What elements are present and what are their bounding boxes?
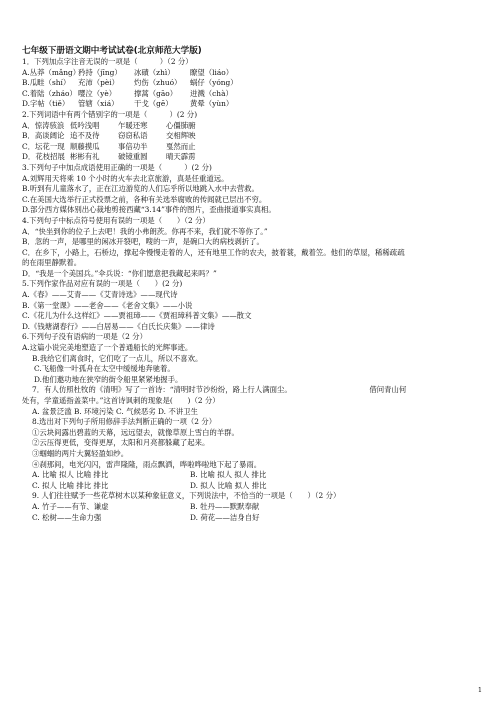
cell: 追不及待 bbox=[70, 131, 100, 141]
question-3-option-b: B.听到有儿童落水了，正在江边游览的人们忘乎所以地跳入水中去营救。 bbox=[22, 184, 259, 194]
question-2-stem: 2.下列词语中有两个错别字的一项是（ ）(2 分) bbox=[22, 109, 198, 119]
option: C. 拟人 比喻 排比 排比 bbox=[32, 480, 109, 490]
cell: 管辖（xiá） bbox=[78, 99, 119, 109]
question-3-option-d: D.部分西方媒体别出心裁地剪接西藏“3.14”事件的图片，歪曲报道事实真相。 bbox=[22, 205, 276, 215]
question-9-options-cd bbox=[22, 513, 482, 524]
cell: 窃窃私语 bbox=[118, 131, 148, 141]
option: D. 拟人 比喻 拟人 排比 bbox=[190, 480, 267, 490]
cell: 冰磧（zhì） bbox=[134, 67, 175, 77]
question-8-sentence-1: ①云块间露出碧蓝的天幕，远远望去，就像草原上雪白的羊群。 bbox=[32, 427, 239, 437]
question-6-option-a: A.这篇小说完美地塑造了一个普通船长的光辉事迹。 bbox=[22, 343, 193, 353]
cell: 矜持（jīng） bbox=[78, 67, 122, 77]
cell: 黄晕（yùn） bbox=[190, 99, 234, 109]
cell: 交相辉映 bbox=[166, 131, 196, 141]
question-1-option-d bbox=[22, 99, 482, 110]
cell: B．高谈阔论 bbox=[22, 131, 65, 141]
cell: 迸溅（chà） bbox=[190, 88, 233, 98]
option: C. 松树——生命力强 bbox=[32, 512, 102, 522]
question-6-option-c: C.飞船像一叶孤舟在太空中缓缓地奔驰着。 bbox=[34, 364, 175, 374]
cell: A．惊涛骇浪 bbox=[22, 120, 65, 130]
question-9-stem: 9. 人们往往赋予一些花草树木以某种象征意义，下列说法中，不恰当的一项是（ ）（2 分） bbox=[32, 491, 341, 501]
cell: 蜗仔（yóng） bbox=[190, 78, 238, 88]
question-6-option-d: D.他们邀功地在狭窄的街令船里紧紧地握手。 bbox=[34, 374, 183, 384]
question-5-option-b: B.《第一堂课》——老舍——《老舍文集》——小说 bbox=[22, 300, 193, 310]
cell: 干戈（gē） bbox=[134, 99, 173, 109]
question-5-option-d: D.《钱塘湖春行》——白居易——《白氏长庆集》——律诗 bbox=[22, 321, 215, 331]
cell: 嘤泣（yè） bbox=[78, 88, 117, 98]
question-4-stem: 4.下列句子中标点符号使用有误的一项是（ ）（2 分） bbox=[22, 215, 210, 225]
cell: 彬彬有礼 bbox=[70, 152, 100, 162]
question-4-option-b: B．忽的一声，是哪里的闲冰开裂吧，嗖的一声，是碗口大的病枝剥折了。 bbox=[22, 237, 264, 247]
cell: 顺藤摸瓜 bbox=[70, 141, 100, 151]
option: A. 比喻 拟人 比喻 排比 bbox=[32, 470, 109, 480]
question-3-stem: 3.下列句子中加点成语使用正确的一项是（ ）(2 分) bbox=[22, 162, 212, 172]
question-6-option-b: B.我给它们离食时，它们吃了一点儿，所以不喜欢。 bbox=[32, 353, 203, 363]
cell: A.丛莽（mǎng） bbox=[22, 67, 81, 77]
cell: 晴天霹雳 bbox=[166, 152, 196, 162]
question-1-option-a bbox=[22, 68, 482, 79]
exam-body bbox=[22, 57, 482, 523]
cell: 破镜重圆 bbox=[118, 152, 148, 162]
question-8-sentence-4: ④刹那间，电光闪闪，雷声隆隆，雨点飘洒，哗啦哗啦地下起了暴雨。 bbox=[32, 459, 262, 469]
option: D. 荷花——洁身自好 bbox=[190, 512, 260, 522]
cell: 事倍功半 bbox=[118, 141, 148, 151]
exam-title: 七年级下册语文期中考试试卷(北京师范大学版) bbox=[22, 46, 202, 56]
question-8-options-ab bbox=[22, 470, 482, 481]
cell: B.瓜畦（shí） bbox=[22, 78, 71, 88]
question-2-option-d bbox=[22, 152, 482, 163]
question-5-option-a: A.《春》——艾青——《艾青诗选》——现代诗 bbox=[22, 290, 178, 300]
question-7-stem: 7．有人仿照杜牧的《清明》写了一首诗：“清明时节沙纷纷，路上行人满面尘。 借问青山何 bbox=[32, 385, 407, 395]
question-8-options-cd bbox=[22, 481, 482, 492]
cell: 充沛（pèi） bbox=[78, 78, 120, 88]
cell: 戛然而止 bbox=[166, 141, 196, 151]
question-8-stem: 8.选出对下列句子所用修辞手法判断正确的一项（2 分） bbox=[32, 417, 217, 427]
cell: D．花枝招展 bbox=[22, 152, 65, 162]
cell: 心僵肺腑 bbox=[166, 120, 196, 130]
cell: 瞭望（liáo） bbox=[190, 67, 234, 77]
cell: D.字帖（tiě） bbox=[22, 99, 70, 109]
question-1-stem: 1．下列加点字注音无误的一项是（ ）（2 分） bbox=[22, 57, 193, 66]
option: B. 牡丹——默默奉献 bbox=[190, 501, 260, 511]
cell: C．坛花一现 bbox=[22, 141, 65, 151]
cell: 撑蒿（gāo） bbox=[134, 88, 178, 98]
question-7-stem-cont: 处有，学童遥指盖菜中。”这首诗讽刺的现象是( )（2 分） bbox=[22, 396, 220, 405]
option: A. 竹子——有节、谦虚 bbox=[32, 501, 109, 511]
question-8-sentence-2: ②云压得更低，变得更厚，太阳和月亮都躲藏了起来。 bbox=[32, 438, 210, 448]
question-9-options-ab bbox=[22, 502, 482, 513]
cell: 低吟浅唱 bbox=[70, 120, 100, 130]
question-3-option-a: A.刘辉用天将乘 10 个小时的火车去北京旅游，真是任重道远。 bbox=[22, 173, 229, 183]
question-4-option-a: A．“快坐到你的位子上去吧！我的小弗朗茨。你再不来，我们就不等你了。” bbox=[22, 226, 268, 236]
option: B. 比喻 拟人 拟人 排比 bbox=[190, 470, 267, 480]
question-2-option-a bbox=[22, 121, 482, 132]
cell: C.着陆（zháo） bbox=[22, 88, 77, 98]
question-3-option-c: C.在美国大选举行正式投票之前，各种有关选举腐败的传闻就已层出不穷。 bbox=[22, 194, 267, 204]
question-1-option-b bbox=[22, 78, 482, 89]
cell: 乍暖还寒 bbox=[118, 120, 148, 130]
question-2-option-b bbox=[22, 131, 482, 142]
question-6-stem: 6.下列句子没有语病的一项是（2 分） bbox=[22, 332, 147, 342]
question-2-option-c bbox=[22, 142, 482, 153]
question-5-stem: 5.下列作家作品对应有误的一项是（ ）(2 分) bbox=[22, 279, 183, 289]
question-5-option-c: C.《花儿为什么这样红》——贾祖璋——《贾祖璋科普文集》——散文 bbox=[22, 311, 252, 321]
page-number: 1 bbox=[477, 686, 482, 694]
question-8-sentence-3: ③蝈蝈的两片大翼轻盈如纱。 bbox=[32, 448, 129, 458]
cell: 灼伤（zhuó） bbox=[134, 78, 182, 88]
question-4-option-c-cont: 的在雨里静默着。 bbox=[22, 258, 82, 268]
question-4-option-c: C．在乡下，小路上，石桥边，撑起伞慢慢走着的人，还有地里工作的农夫，披着蓑，戴着笠。他们的草屋，稀稀疏疏 bbox=[22, 247, 405, 257]
question-4-option-d: D．“我是一个美国兵。”伞兵说：“你们愿意把我藏起来吗？” bbox=[22, 268, 217, 278]
question-7-options: A. 盆景泛滥 B. 环境污染 C. 气候恶劣 D. 不讲卫生 bbox=[32, 406, 198, 416]
question-1-option-c bbox=[22, 89, 482, 100]
